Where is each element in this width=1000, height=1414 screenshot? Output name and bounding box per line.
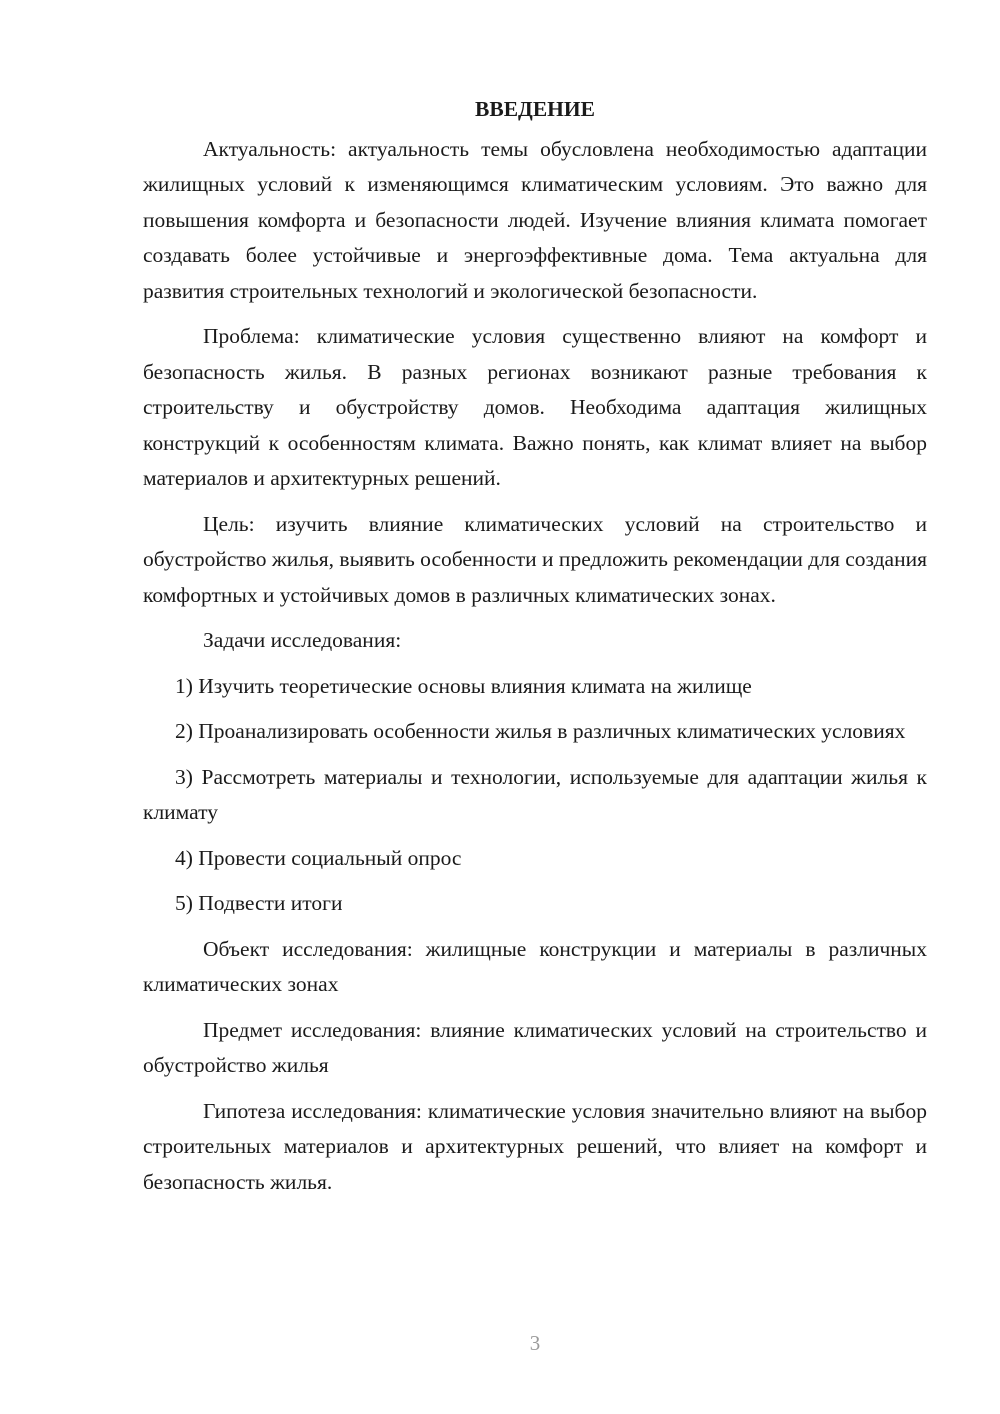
task-item-4: 4) Провести социальный опрос xyxy=(175,845,462,870)
relevance-paragraph: Актуальность: актуальность темы обусловлена необходимостью адаптации жилищных условий к изменяющимся климатическим условиям. Это важно для повышения комфорта и безопасности людей. Изучение влияния климата помогает создавать более устойчивые и энергоэффективные дома. Тема актуальна для развития строительных технологий и экологической безопасности. xyxy=(143,136,927,303)
task-item-1: 1) Изучить теоретические основы влияния климата на жилище xyxy=(175,673,752,698)
object-paragraph: Объект исследования: жилищные конструкции и материалы в различных климатических зонах xyxy=(143,936,927,996)
hypothesis-paragraph: Гипотеза исследования: климатические условия значительно влияют на выбор строительных материалов и архитектурных решений, что влияет на комфорт и безопасность жилья. xyxy=(143,1098,927,1194)
page-title: ВВЕДЕНИЕ xyxy=(475,97,595,121)
subject-paragraph: Предмет исследования: влияние климатических условий на строительство и обустройство жилья xyxy=(143,1017,927,1077)
page-number: 3 xyxy=(529,1331,541,1355)
task-item-5: 5) Подвести итоги xyxy=(175,891,343,915)
document-body xyxy=(143,92,927,1210)
goal-paragraph: Цель: изучить влияние климатических условий на строительство и обустройство жилья, выявить особенности и предложить рекомендации для создания комфортных и устойчивых домов в различных климатических зонах. xyxy=(143,511,927,607)
task-item-2: 2) Проанализировать особенности жилья в различных климатических условиях xyxy=(175,719,906,743)
task-item-3: 3) Рассмотреть материалы и технологии, используемые для адаптации жилья к климату xyxy=(143,764,927,824)
tasks-heading: Задачи исследования: xyxy=(203,628,402,652)
problem-paragraph: Проблема: климатические условия существенно влияют на комфорт и безопасность жилья. В разных регионах возникают разные требования к строительству и обустройству домов. Необходима адаптация жилищных конструкций к особенностям климата. Важно понять, как климат влияет на выбор материалов и архитектурных решений. xyxy=(143,324,927,490)
